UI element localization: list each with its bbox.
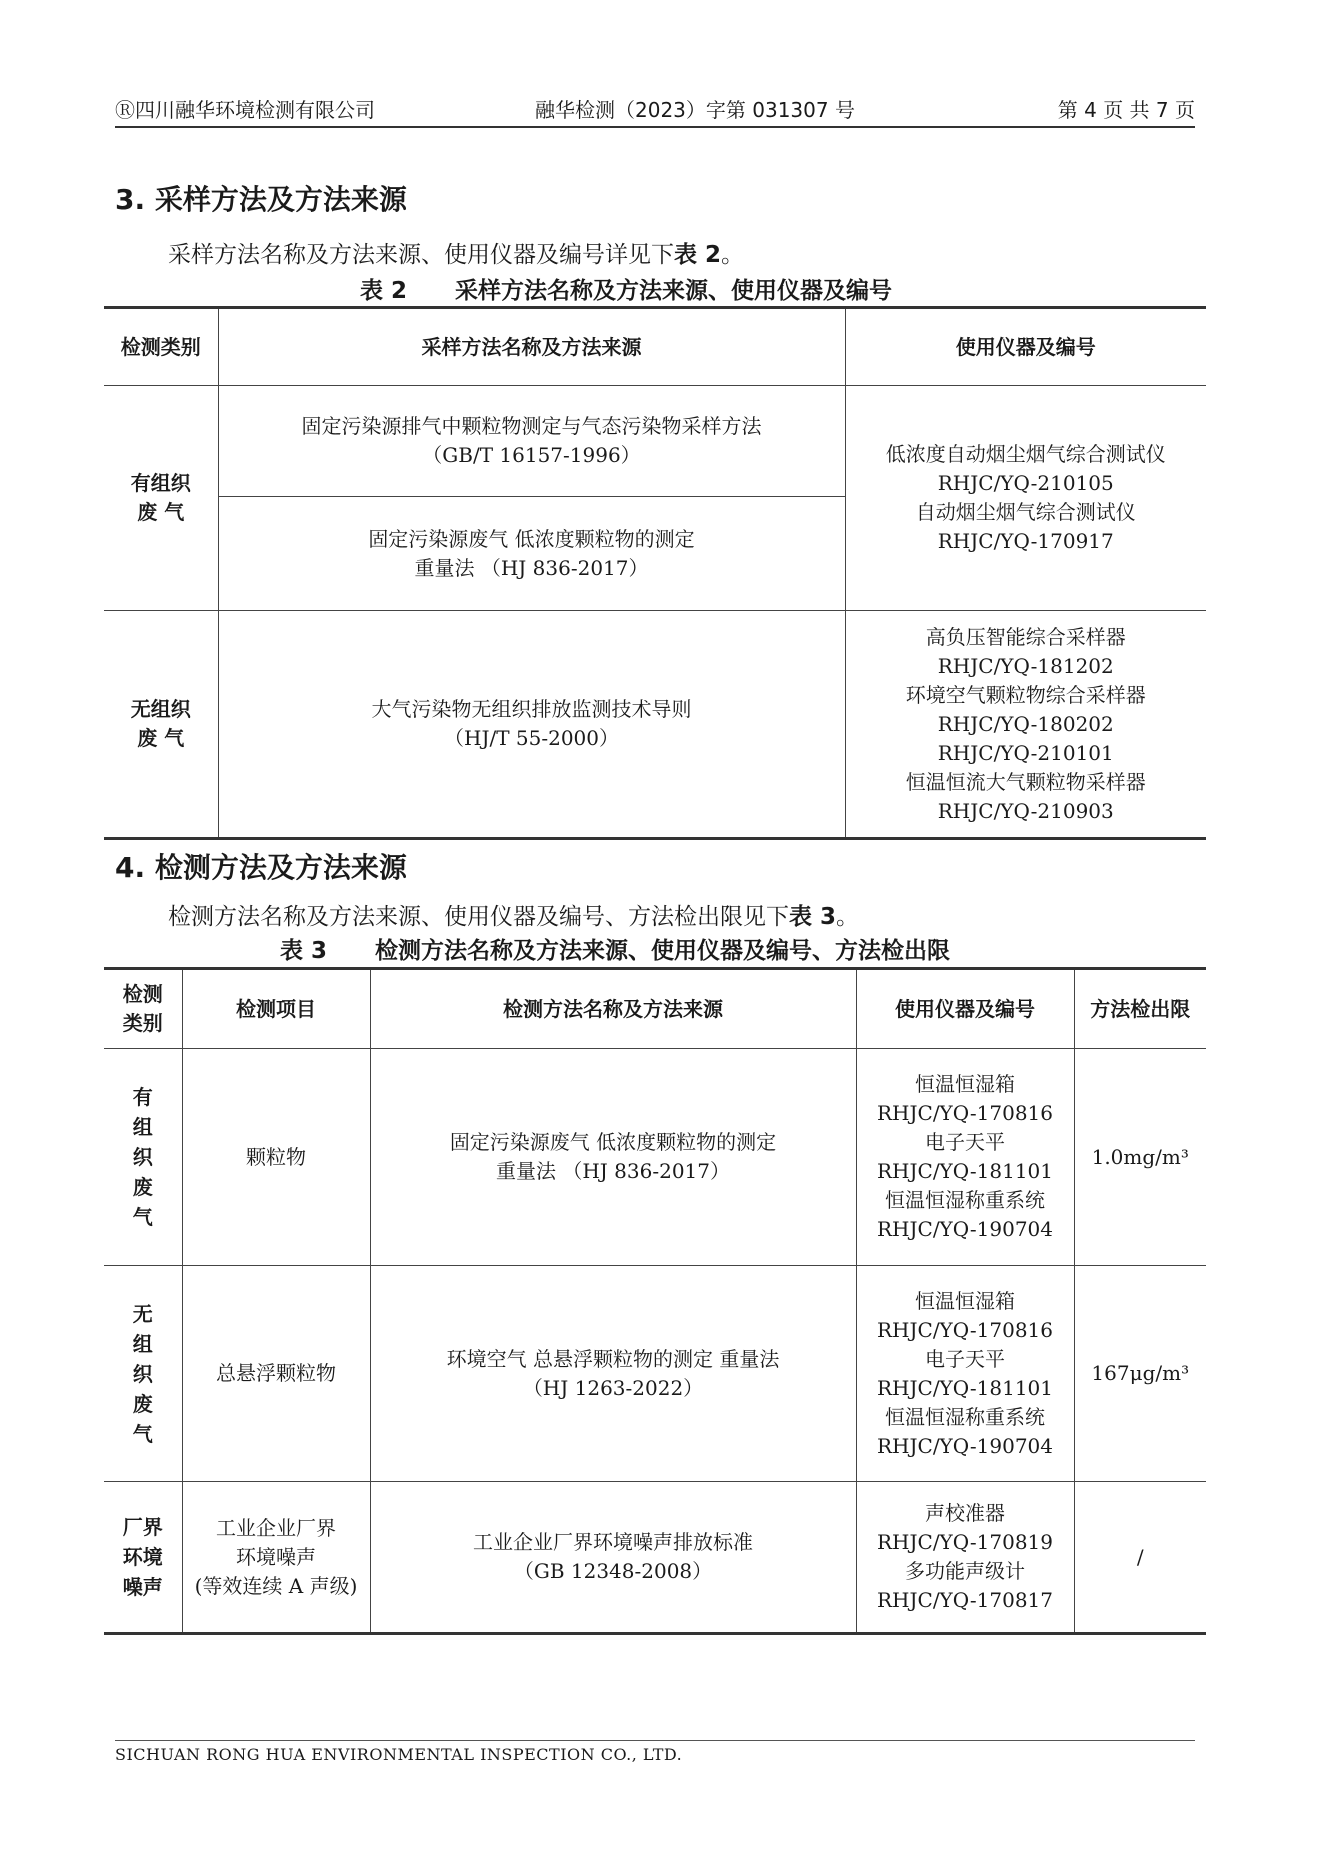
text-line: 检测 (122, 982, 163, 1006)
text-line: 废 (132, 1175, 153, 1199)
text-line: (等效连续 A 声级) (194, 1573, 358, 1598)
method-cell (218, 497, 845, 611)
header-cell: 使用仪器及编号 (856, 969, 1074, 1049)
text-line: 无 (132, 1301, 153, 1326)
text-line: 多功能声级计 (905, 1559, 1025, 1583)
table-3-caption: 表 3 检测方法名称及方法来源、使用仪器及编号、方法检出限 (280, 938, 951, 964)
company-name: Ⓡ四川融华环境检测有限公司 (115, 98, 375, 122)
header-cell: 使用仪器及编号 (845, 308, 1206, 386)
table-row (104, 1266, 1206, 1482)
method-cell (370, 1266, 856, 1482)
header-cell: 检测方法名称及方法来源 (370, 969, 856, 1049)
text-line: 有组织 (130, 471, 191, 495)
text-line: 气 (132, 1421, 153, 1446)
intro-text: 检测方法名称及方法来源、使用仪器及编号、方法检出限见下 (168, 904, 789, 930)
text-line: 恒温恒湿箱 (915, 1288, 1015, 1313)
text-line: 恒温恒流大气颗粒物采样器 (905, 769, 1146, 794)
page-header (115, 92, 1195, 128)
text-line: 恒温恒湿箱 (915, 1072, 1015, 1096)
text-line: 工业企业厂界 (216, 1515, 336, 1540)
table-row (104, 386, 1206, 497)
text-line: 固定污染源废气 低浓度颗粒物的测定 (368, 526, 695, 551)
method-cell (370, 1482, 856, 1634)
section-3-intro (168, 236, 744, 269)
text-line: 有 (132, 1085, 153, 1109)
method-cell (218, 611, 845, 839)
instrument-cell (856, 1482, 1074, 1634)
header-cell (104, 969, 182, 1049)
text-line: 固定污染源排气中颗粒物测定与气态污染物采样方法 (301, 414, 762, 438)
table-row (104, 1049, 1206, 1266)
page-number: 第 4 页 共 7 页 (1057, 98, 1195, 122)
text-line: 类别 (122, 1011, 163, 1035)
text-line: 废 气 (137, 726, 185, 750)
text-line: RHJC/YQ-210105 (937, 471, 1114, 495)
text-line: 织 (132, 1361, 153, 1386)
text-line: 电子天平 (925, 1346, 1005, 1371)
text-line: 恒温恒湿称重系统 (885, 1188, 1045, 1212)
item-cell (182, 1482, 370, 1634)
text-line: 无组织 (130, 697, 191, 721)
method-cell (218, 386, 845, 497)
text-line: RHJC/YQ-210101 (937, 740, 1114, 765)
text-line: RHJC/YQ-180202 (937, 711, 1114, 736)
category-cell (104, 1266, 182, 1482)
limit-cell: / (1074, 1482, 1206, 1634)
text-line: 环境噪声 (236, 1544, 316, 1569)
page-footer: SICHUAN RONG HUA ENVIRONMENTAL INSPECTION CO., LTD. (115, 1740, 1195, 1764)
text-line: RHJC/YQ-181202 (937, 653, 1114, 678)
text-line: 气 (132, 1205, 153, 1229)
text-line: 工业企业厂界环境噪声排放标准 (473, 1530, 753, 1554)
instrument-cell (856, 1049, 1074, 1266)
category-cell (104, 611, 218, 839)
section-4-intro (168, 898, 859, 931)
text-line: RHJC/YQ-181101 (877, 1375, 1053, 1400)
table-3 (104, 967, 1206, 1635)
text-line: 组 (132, 1331, 153, 1356)
category-cell (104, 1049, 182, 1266)
text-line: RHJC/YQ-170917 (937, 529, 1114, 553)
report-number: 融华检测（2023）字第 031307 号 (535, 98, 855, 122)
text-line: RHJC/YQ-170817 (877, 1588, 1053, 1612)
text-line: 固定污染源废气 低浓度颗粒物的测定 (449, 1130, 777, 1154)
table-header-row (104, 308, 1206, 386)
text-line: （HJ/T 55-2000） (444, 726, 619, 750)
intro-text: 采样方法名称及方法来源、使用仪器及编号详见下 (168, 242, 674, 268)
table-row (104, 1482, 1206, 1634)
item-cell: 总悬浮颗粒物 (182, 1266, 370, 1482)
text-line: 织 (132, 1145, 153, 1169)
intro-end: 。 (836, 904, 860, 930)
text-line: （GB 12348-2008） (513, 1559, 713, 1583)
text-line: RHJC/YQ-210903 (937, 798, 1114, 823)
text-line: 噪声 (122, 1575, 163, 1599)
text-line: 废 (132, 1391, 153, 1416)
section-3-title: 3. 采样方法及方法来源 (115, 183, 407, 216)
method-cell (370, 1049, 856, 1266)
intro-ref: 表 3 (789, 904, 837, 930)
header-cell: 检测类别 (104, 308, 218, 386)
header-cell: 方法检出限 (1074, 969, 1206, 1049)
category-cell (104, 1482, 182, 1634)
intro-ref: 表 2 (674, 242, 722, 268)
limit-cell: 167μg/m³ (1074, 1266, 1206, 1482)
text-line: RHJC/YQ-170816 (877, 1317, 1053, 1342)
text-line: 环境空气 总悬浮颗粒物的测定 重量法 (446, 1346, 780, 1371)
header-cell: 检测项目 (182, 969, 370, 1049)
text-line: 厂界 (122, 1515, 163, 1539)
table-header-row (104, 969, 1206, 1049)
instrument-cell (845, 386, 1206, 611)
text-line: 重量法 （HJ 836-2017） (495, 1159, 730, 1183)
text-line: 废 气 (137, 500, 185, 524)
intro-end: 。 (721, 242, 745, 268)
table-2 (104, 306, 1206, 840)
section-4-title: 4. 检测方法及方法来源 (115, 851, 407, 884)
text-line: 组 (132, 1115, 153, 1139)
text-line: 环境 (122, 1545, 163, 1569)
text-line: 电子天平 (925, 1130, 1005, 1154)
instrument-cell (856, 1266, 1074, 1482)
text-line: RHJC/YQ-170816 (877, 1101, 1053, 1125)
text-line: RHJC/YQ-181101 (877, 1159, 1053, 1183)
category-cell (104, 386, 218, 611)
text-line: （GB/T 16157-1996） (422, 443, 641, 467)
text-line: 恒温恒湿称重系统 (885, 1404, 1045, 1429)
text-line: 声校准器 (925, 1501, 1005, 1525)
text-line: RHJC/YQ-190704 (877, 1217, 1053, 1241)
text-line: 高负压智能综合采样器 (925, 624, 1126, 649)
text-line: 自动烟尘烟气综合测试仪 (915, 500, 1136, 524)
limit-cell: 1.0mg/m³ (1074, 1049, 1206, 1266)
text-line: （HJ 1263-2022） (522, 1375, 704, 1400)
text-line: 环境空气颗粒物综合采样器 (905, 682, 1146, 707)
text-line: 大气污染物无组织排放监测技术导则 (371, 697, 692, 721)
table-2-caption: 表 2 采样方法名称及方法来源、使用仪器及编号 (360, 278, 893, 304)
text-line: RHJC/YQ-190704 (877, 1433, 1053, 1458)
table-row (104, 611, 1206, 839)
text-line: 低浓度自动烟尘烟气综合测试仪 (885, 442, 1166, 466)
text-line: RHJC/YQ-170819 (877, 1530, 1053, 1554)
item-cell: 颗粒物 (182, 1049, 370, 1266)
text-line: 重量法 （HJ 836-2017） (414, 555, 649, 580)
header-cell: 采样方法名称及方法来源 (218, 308, 845, 386)
instrument-cell (845, 611, 1206, 839)
